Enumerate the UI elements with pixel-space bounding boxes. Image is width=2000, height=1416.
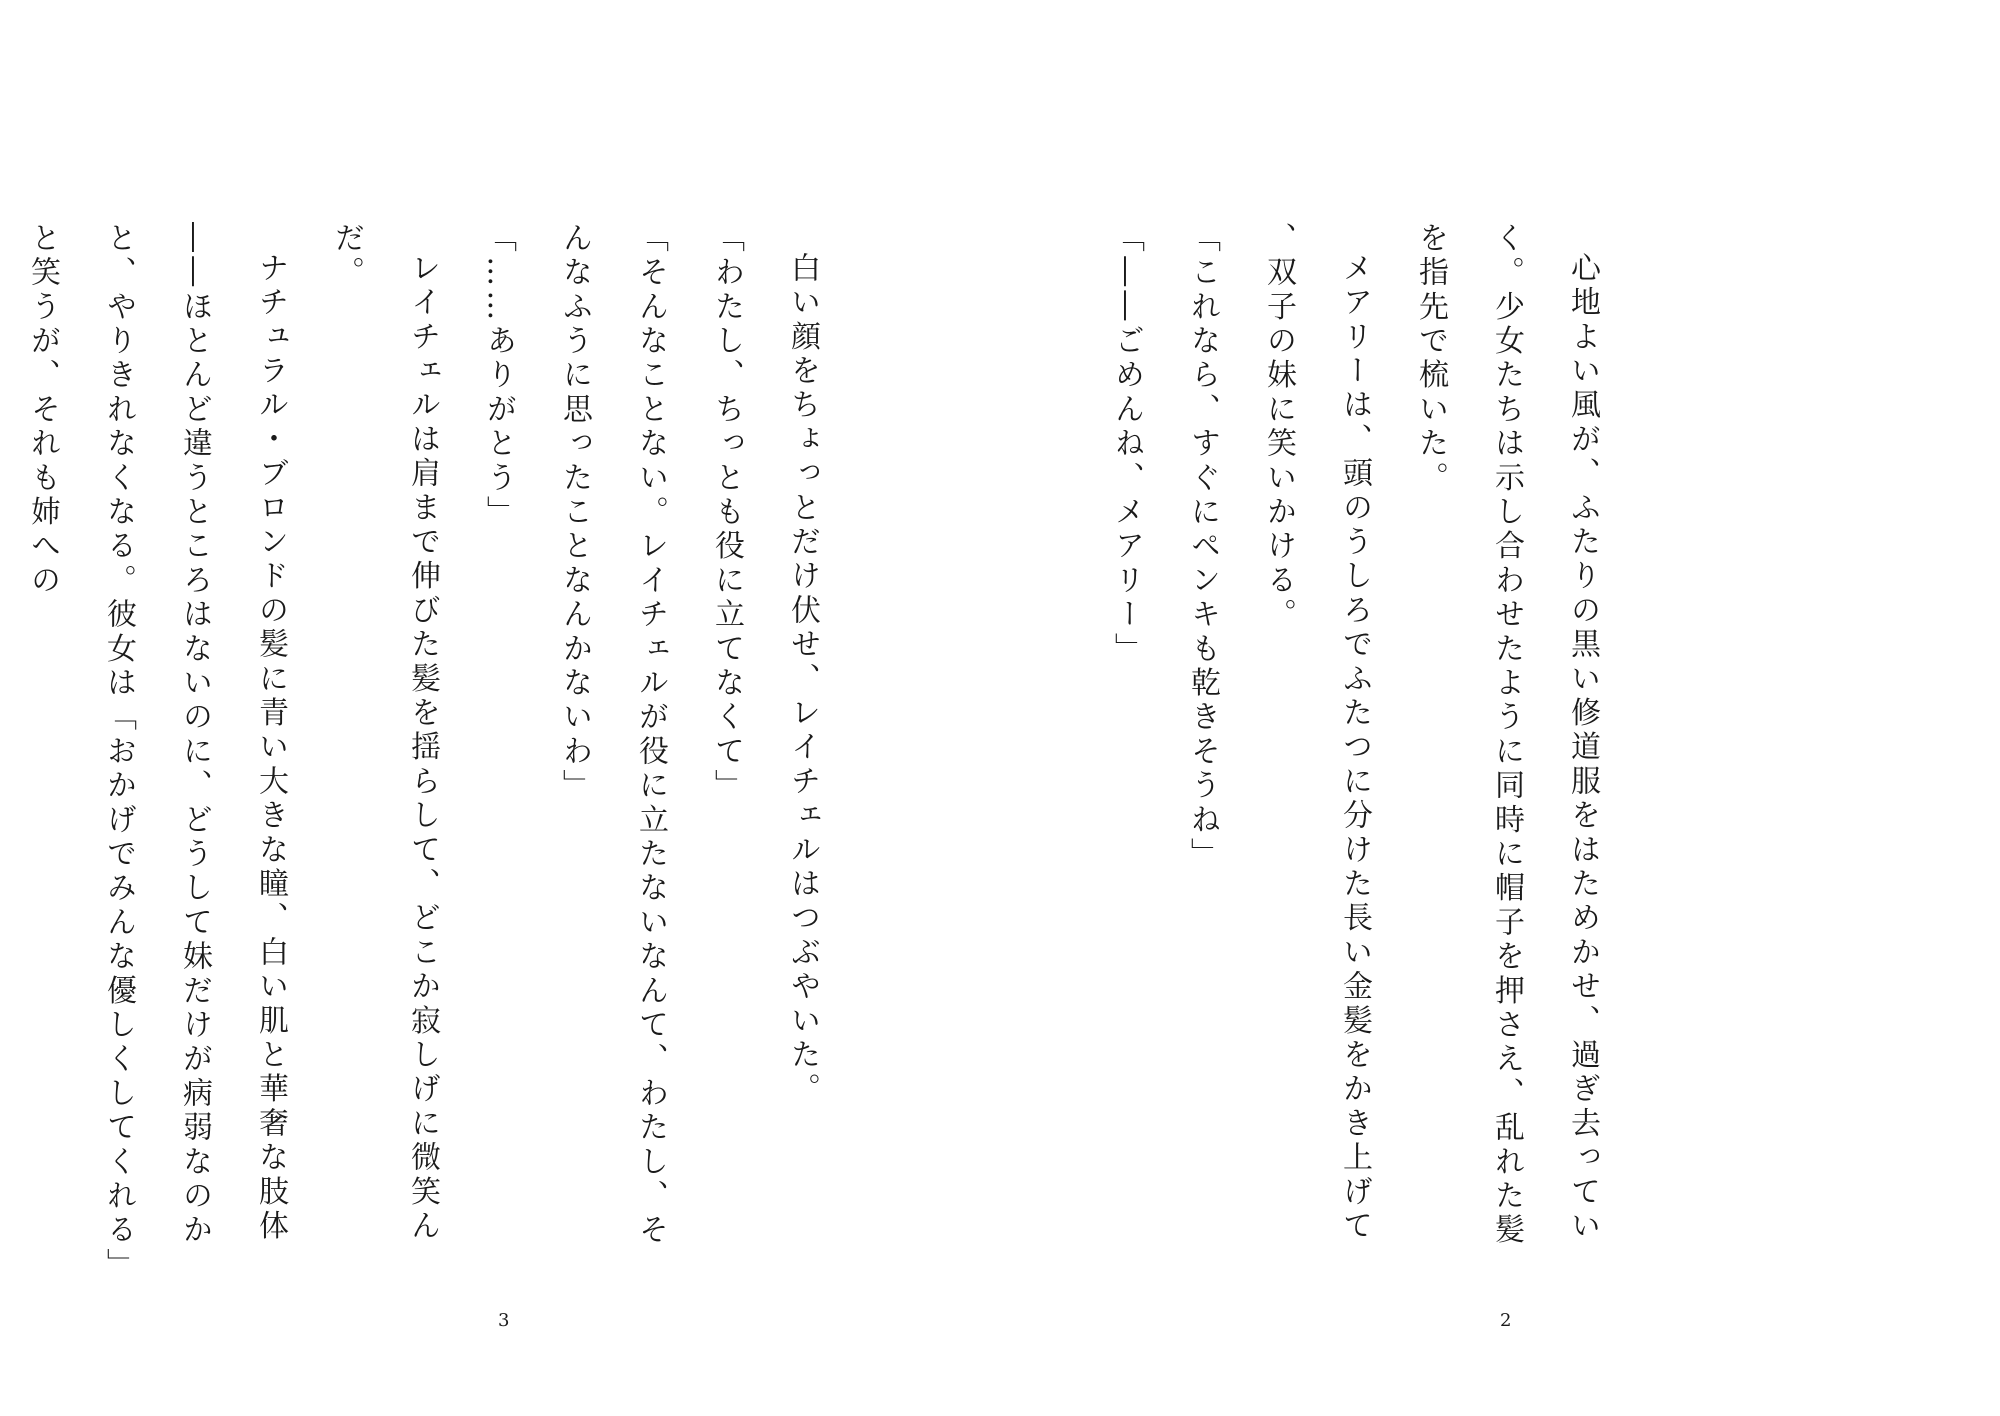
paragraph: 心地よい風が、ふたりの黒い修道服をはためかせ、過ぎ去っていく。少女たちは示し合わせたように同時に帽子を押さえ、乱れた髪を指先で梳いた。 bbox=[1413, 222, 1600, 1248]
dialogue-line: 「これなら、すぐにペンキも乾きそうね」 bbox=[1185, 222, 1220, 872]
paragraph: 白い顔をちょっとだけ伏せ、レイチェルはつぶやいた。 bbox=[785, 252, 820, 1107]
right-page-text bbox=[1109, 222, 1620, 1272]
dialogue-line: 「そんなことない。レイチェルが役に立たないなんて、わたし、そんなふうに思ったことなんかないわ」 bbox=[557, 222, 668, 1248]
dialogue-line: 「わたし、ちっとも役に立てなくて」 bbox=[709, 222, 744, 804]
paragraph: メアリーは、頭のうしろでふたつに分けた長い金髪をかき上げて、双子の妹に笑いかける。 bbox=[1261, 222, 1372, 1244]
paragraph: ナチュラル・ブロンドの髪に青い大きな瞳、白い肌と華奢な肢体――ほとんど違うところはないのに、どうして妹だけが病弱なのかと、やりきれなくなる。彼女は「おかげでみんな優しくしてくれる」と笑うが、それも姉への bbox=[25, 222, 288, 1268]
right-page bbox=[1000, 0, 2000, 1416]
dialogue-line: 「……ありがとう」 bbox=[481, 222, 516, 530]
page-number: 3 bbox=[498, 1310, 510, 1331]
page-number: 2 bbox=[1500, 1310, 1512, 1331]
left-page-text bbox=[25, 222, 840, 1272]
paragraph: レイチェルは肩まで伸びた髪を揺らして、どこか寂しげに微笑んだ。 bbox=[329, 222, 440, 1244]
dialogue-line: 「――ごめんね、メアリー」 bbox=[1109, 222, 1144, 667]
